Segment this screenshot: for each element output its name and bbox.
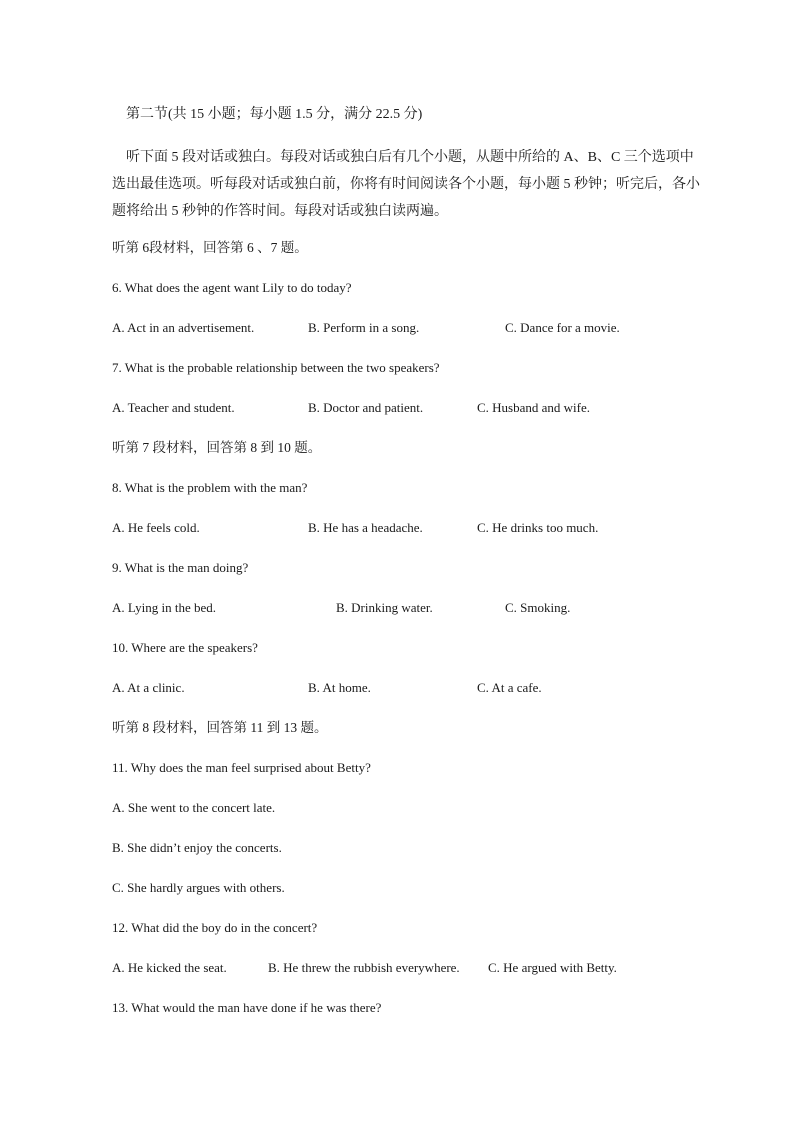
section-instructions: 听下面 5 段对话或独白。每段对话或独白后有几个小题，从题中所给的 A、B、C 三个选项中选出最佳选项。听每段对话或独白前，你将有时间阅读各个小题，每小题 5 秒钟；听完后，各小题将给出 5 秒钟的作答时间。每段对话或独白读两遍。 xyxy=(112,150,700,219)
section-heading: 第二节(共 15 小题；每小题 1.5 分，满分 22.5 分) xyxy=(126,107,423,122)
question-12-option-c: C. He argued with Betty. xyxy=(488,960,617,975)
question-9-stem: 9. What is the man doing? xyxy=(112,560,249,575)
question-12-stem: 12. What did the boy do in the concert? xyxy=(112,920,318,935)
question-6-option-b: B. Perform in a song. xyxy=(308,320,420,335)
question-7-option-b: B. Doctor and patient. xyxy=(308,400,424,415)
question-10-stem: 10. Where are the speakers? xyxy=(112,640,258,655)
question-6-option-a: A. Act in an advertisement. xyxy=(112,320,255,335)
question-7-option-c: C. Husband and wife. xyxy=(477,400,591,415)
question-11-option-b: B. She didn’t enjoy the concerts. xyxy=(112,840,282,855)
group-8-heading: 听第 8 段材料，回答第 11 到 13 题。 xyxy=(112,720,328,735)
question-13-stem: 13. What would the man have done if he was there? xyxy=(112,1000,382,1015)
question-10-option-c: C. At a cafe. xyxy=(477,680,542,695)
question-7-option-a: A. Teacher and student. xyxy=(112,400,235,415)
question-11-option-a: A. She went to the concert late. xyxy=(112,800,276,815)
group-7-heading: 听第 7 段材料，回答第 8 到 10 题。 xyxy=(112,440,322,455)
question-6-stem: 6. What does the agent want Lily to do today? xyxy=(112,280,352,295)
group-6-heading: 听第 6段材料，回答第 6 、7 题。 xyxy=(112,240,308,255)
question-6-option-c: C. Dance for a movie. xyxy=(505,320,620,335)
question-11-option-c: C. She hardly argues with others. xyxy=(112,880,285,895)
question-10-option-b: B. At home. xyxy=(308,680,371,695)
question-11-stem: 11. Why does the man feel surprised about Betty? xyxy=(112,760,371,775)
question-10-option-a: A. At a clinic. xyxy=(112,680,185,695)
question-9-option-c: C. Smoking. xyxy=(505,600,571,615)
question-8-option-b: B. He has a headache. xyxy=(308,520,423,535)
question-8-option-c: C. He drinks too much. xyxy=(477,520,599,535)
question-7-stem: 7. What is the probable relationship between the two speakers? xyxy=(112,360,440,375)
question-8-option-a: A. He feels cold. xyxy=(112,520,200,535)
question-8-stem: 8. What is the problem with the man? xyxy=(112,480,308,495)
question-9-option-b: B. Drinking water. xyxy=(336,600,433,615)
question-9-option-a: A. Lying in the bed. xyxy=(112,600,216,615)
question-12-option-b: B. He threw the rubbish everywhere. xyxy=(268,960,460,975)
question-12-option-a: A. He kicked the seat. xyxy=(112,960,227,975)
